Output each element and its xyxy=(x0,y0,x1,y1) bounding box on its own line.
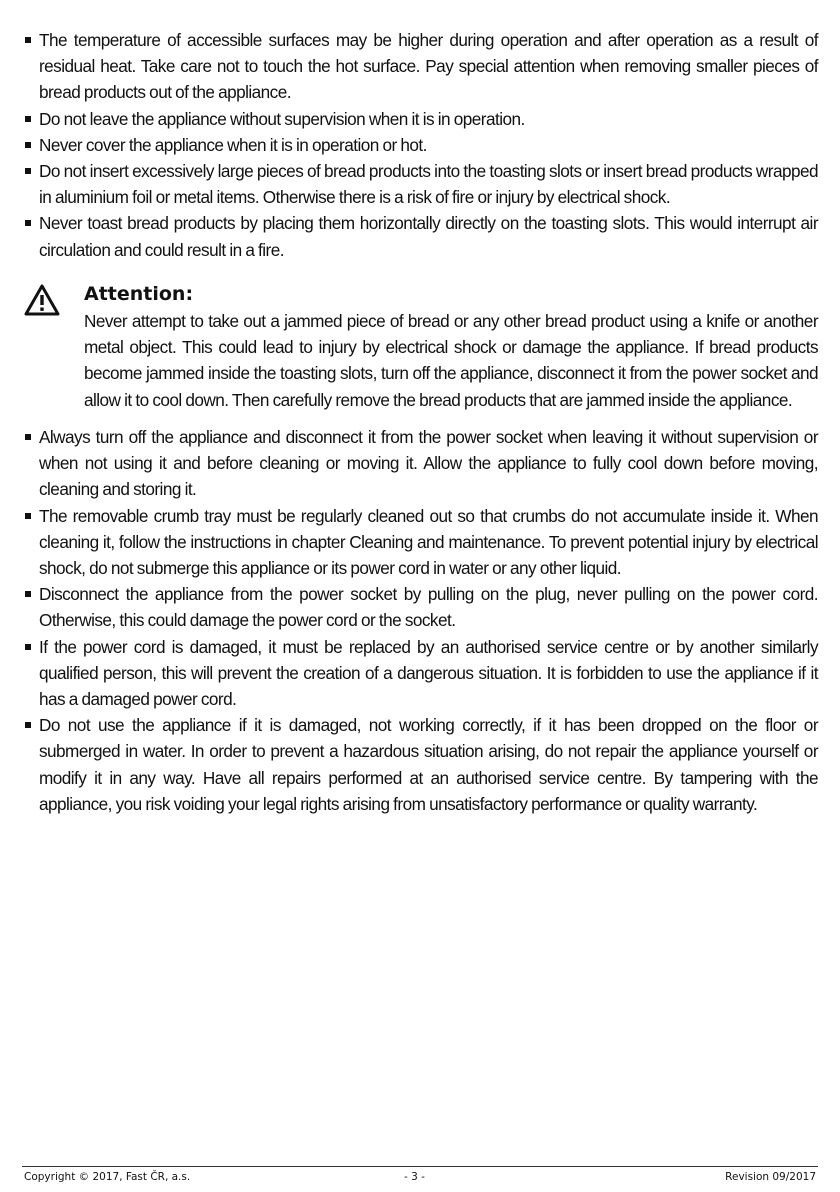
bullet-icon xyxy=(25,513,31,519)
attention-title: Attention: xyxy=(84,283,194,305)
footer-divider xyxy=(22,1166,818,1167)
list-item xyxy=(0,712,840,817)
list-item-text: Do not use the appliance if it is damaged, not working correctly, if it has been dropped on the floor or submerged in water. In order to prevent a hazardous situation arising, do not repair the appliance yourself or modify it in any way. Have all repairs performed at an authorised service centre. By tampering with the appliance, you risk voiding your legal rights arising from unsatisfactory performance or quality warranty. xyxy=(39,715,818,814)
safety-list-bottom xyxy=(0,424,840,817)
bullet-icon xyxy=(25,591,31,597)
list-item-text: Disconnect the appliance from the power socket by pulling on the plug, never pulling on the power cord. Otherwise, this could damage the power cord or the socket. xyxy=(39,584,818,631)
list-item xyxy=(0,106,840,132)
footer-revision: Revision 09/2017 xyxy=(725,1171,816,1183)
attention-text: Never attempt to take out a jammed piece of bread or any other bread product using a knife or another metal object. This could lead to injury by electrical shock or damage the appliance. If bread products become jammed inside the toasting slots, turn off the appliance, disconnect it from the power socket and allow it to cool down. Then carefully remove the bread products that are jammed inside the appliance. xyxy=(84,311,818,410)
bullet-icon xyxy=(25,722,31,728)
attention-block xyxy=(0,280,840,410)
footer-page-number: - 3 - xyxy=(404,1171,425,1183)
bullet-icon xyxy=(25,142,31,148)
bullet-icon xyxy=(25,37,31,43)
list-item xyxy=(0,210,840,262)
list-item xyxy=(0,581,840,633)
bullet-icon xyxy=(25,220,31,226)
list-item xyxy=(0,132,840,158)
bullet-icon xyxy=(25,644,31,650)
list-item xyxy=(0,634,840,713)
bullet-icon xyxy=(25,168,31,174)
safety-list-top xyxy=(0,27,840,263)
list-item-text: Do not leave the appliance without supervision when it is in operation. xyxy=(39,108,525,129)
list-item-text: Do not insert excessively large pieces of bread products into the toasting slots or insert bread products wrapped in aluminium foil or metal items. Otherwise there is a risk of fire or injury by electrical shock. xyxy=(39,161,818,208)
list-item-text: The temperature of accessible surfaces may be higher during operation and after operation as a result of residual heat. Take care not to touch the hot surface. Pay special attention when removing smaller pieces of bread products out of the appliance. xyxy=(39,30,818,103)
list-item-text: The removable crumb tray must be regularly cleaned out so that crumbs do not accumulate inside it. When cleaning it, follow the instructions in chapter Cleaning and maintenance. To prevent potential injury by electrical shock, do not submerge this appliance or its power cord in water or any other liquid. xyxy=(39,505,818,579)
list-item xyxy=(0,424,840,503)
bullet-icon xyxy=(25,116,31,122)
list-item xyxy=(0,27,840,106)
footer-copyright: Copyright © 2017, Fast ČR, a.s. xyxy=(24,1171,191,1183)
list-item xyxy=(0,503,840,582)
list-item-text: Never toast bread products by placing them horizontally directly on the toasting slots. This would interrupt air circulation and could result in a fire. xyxy=(39,213,818,260)
list-item-text: Never cover the appliance when it is in operation or hot. xyxy=(39,134,427,155)
list-item-text: Always turn off the appliance and disconnect it from the power socket when leaving it without supervision or when not using it and before cleaning or moving it. Allow the appliance to fully cool down before moving, cleaning and storing it. xyxy=(39,427,818,500)
list-item-text: If the power cord is damaged, it must be replaced by an authorised service centre or by another similarly qualified person, this will prevent the creation of a dangerous situation. It is forbidden to use the appliance if it has a damaged power cord. xyxy=(39,636,818,710)
list-item xyxy=(0,158,840,210)
warning-triangle-icon xyxy=(24,284,60,316)
bullet-icon xyxy=(25,434,31,440)
